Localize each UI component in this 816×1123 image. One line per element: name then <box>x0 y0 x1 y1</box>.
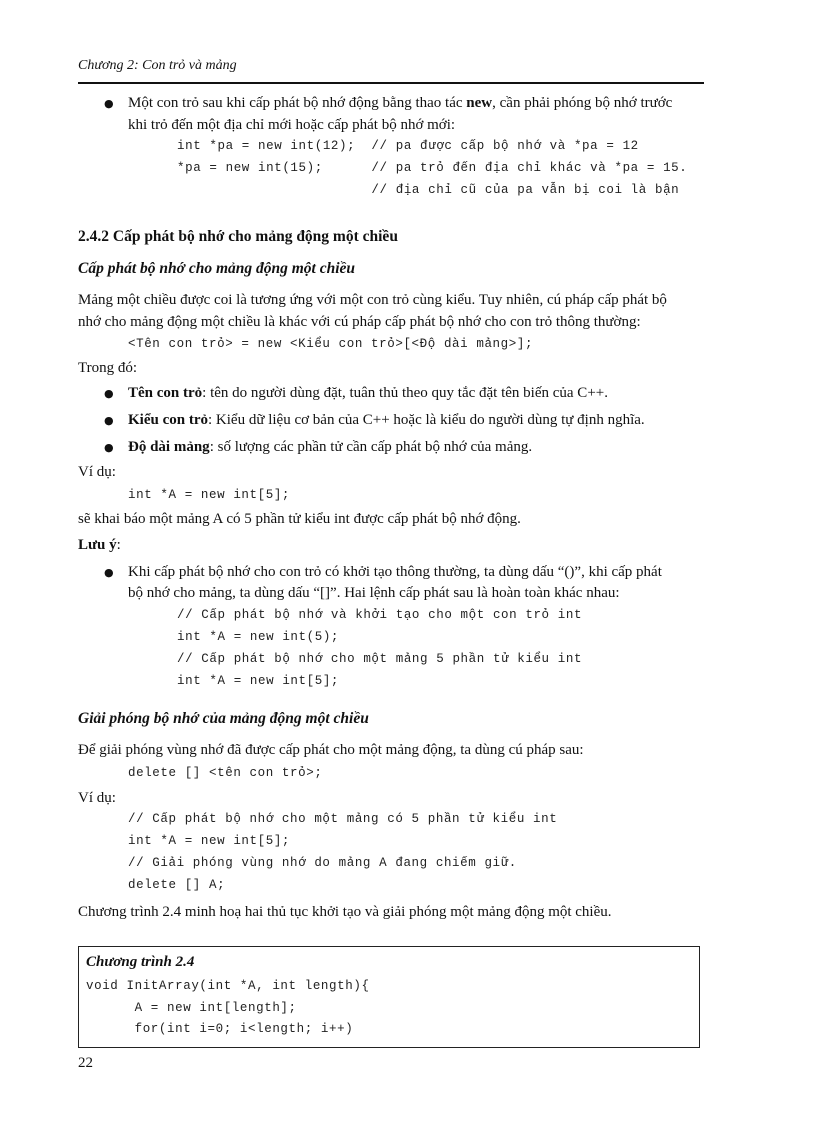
free-code-4: delete [] A; <box>128 878 226 892</box>
example-label: Ví dụ: <box>78 464 116 480</box>
paragraph-line-1: Mảng một chiều được coi là tương ứng với một con trỏ cùng kiểu. Tuy nhiên, cú pháp cấp phát bộ <box>78 292 667 308</box>
program-code-1: void InitArray(int *A, int length){ <box>86 979 370 993</box>
bullet-icon: ● <box>104 414 114 427</box>
note-line-1: Khi cấp phát bộ nhớ cho con trỏ có khởi tạo thông thường, ta dùng dấu “()”, khi cấp phát <box>128 564 662 580</box>
bullet-icon: ● <box>104 441 114 454</box>
free-code-3: // Giải phóng vùng nhớ do mảng A đang chiếm giữ. <box>128 856 517 870</box>
program-code-3: for(int i=0; i<length; i++) <box>86 1022 354 1036</box>
free-syntax-code: delete [] <tên con trỏ>; <box>128 766 323 780</box>
free-example-label: Ví dụ: <box>78 790 116 806</box>
example-description: sẽ khai báo một mảng A có 5 phần tử kiểu int được cấp phát bộ nhớ động. <box>78 511 521 527</box>
note-code-2: int *A = new int(5); <box>177 630 340 644</box>
example-code: int *A = new int[5]; <box>128 488 291 502</box>
free-paragraph: Để giải phóng vùng nhớ đã được cấp phát cho một mảng động, ta dùng cú pháp sau: <box>78 742 584 758</box>
note-label: Lưu ý: <box>78 537 121 553</box>
program-box <box>78 946 700 1048</box>
free-code-2: int *A = new int[5]; <box>128 834 291 848</box>
intro-code-1: int *pa = new int(12); // pa được cấp bộ nhớ và *pa = 12 <box>177 139 639 153</box>
paragraph-line-2: nhớ cho mảng động một chiều là khác với cú pháp cấp phát bộ nhớ cho con trỏ thông thường: <box>78 314 641 330</box>
subsection-heading-free: Giải phóng bộ nhớ của mảng động một chiều <box>78 710 369 727</box>
subsection-heading-allocate: Cấp phát bộ nhớ cho mảng động một chiều <box>78 260 356 277</box>
running-header: Chương 2: Con trỏ và mảng <box>78 58 237 73</box>
note-code-3: // Cấp phát bộ nhớ cho một mảng 5 phần tử kiểu int <box>177 652 583 666</box>
program-code-2: A = new int[length]; <box>86 1001 297 1015</box>
bullet-icon: ● <box>104 97 114 110</box>
intro-code-3: // địa chỉ cũ của pa vẫn bị coi là bận <box>177 183 680 197</box>
intro-code-2: *pa = new int(15); // pa trỏ đến địa chỉ khác và *pa = 15. <box>177 161 688 175</box>
note-code-4: int *A = new int[5]; <box>177 674 340 688</box>
closing-paragraph: Chương trình 2.4 minh hoạ hai thủ tục khởi tạo và giải phóng một mảng động một chiều. <box>78 904 612 920</box>
header-rule <box>78 82 704 84</box>
program-title: Chương trình 2.4 <box>86 954 195 970</box>
note-code-1: // Cấp phát bộ nhớ và khởi tạo cho một con trỏ int <box>177 608 583 622</box>
section-heading: 2.4.2 Cấp phát bộ nhớ cho mảng động một chiều <box>78 228 398 245</box>
where-label: Trong đó: <box>78 360 138 376</box>
bullet-icon: ● <box>104 387 114 400</box>
intro-line-2: khi trỏ đến một địa chỉ mới hoặc cấp phát bộ nhớ mới: <box>128 117 456 133</box>
definition-item: Độ dài mảng: số lượng các phần tử cần cấp phát bộ nhớ của mảng. <box>128 439 533 455</box>
intro-line-1: Một con trỏ sau khi cấp phát bộ nhớ động bằng thao tác new, cần phải phóng bộ nhớ trước <box>128 95 673 111</box>
bullet-icon: ● <box>104 566 114 579</box>
definition-item: Tên con trỏ: tên do người dùng đặt, tuân thủ theo quy tắc đặt tên biến của C++. <box>128 385 608 401</box>
page-number: 22 <box>78 1055 93 1071</box>
syntax-code: <Tên con trỏ> = new <Kiểu con trỏ>[<Độ dài mảng>]; <box>128 337 534 351</box>
note-line-2: bộ nhớ cho mảng, ta dùng dấu “[]”. Hai lệnh cấp phát sau là hoàn toàn khác nhau: <box>128 585 620 601</box>
free-code-1: // Cấp phát bộ nhớ cho một mảng có 5 phần tử kiểu int <box>128 812 558 826</box>
definition-item: Kiểu con trỏ: Kiểu dữ liệu cơ bản của C++ hoặc là kiểu do người dùng tự định nghĩa. <box>128 412 645 428</box>
